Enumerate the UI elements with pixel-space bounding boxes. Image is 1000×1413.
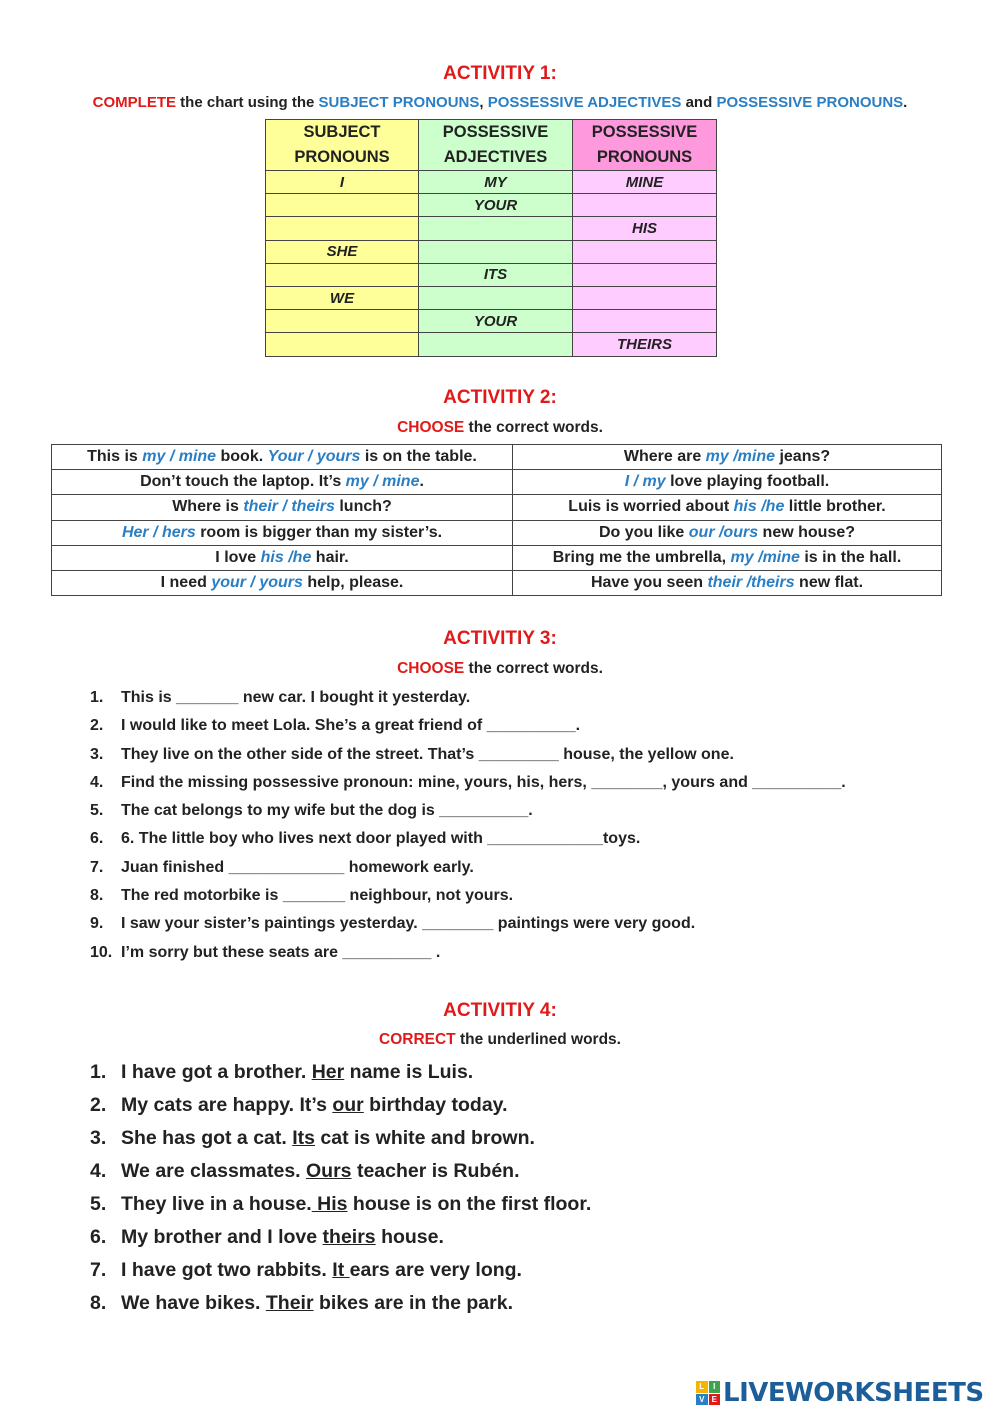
activity2-instructions [0,419,1000,437]
list-item [90,825,846,853]
item-number: 2. [90,717,104,735]
correct-words-list [90,1056,591,1320]
item-number: 7. [90,858,104,876]
cell-possessive-pronoun: HIS [573,217,717,240]
cell-subject-pronoun[interactable] [266,333,419,356]
sentence-cell [513,570,942,595]
instr-text: the underlined words. [455,1031,621,1048]
item-number: 3. [90,745,104,763]
instr-text: the correct words. [464,660,603,677]
list-item [90,882,846,910]
sentence-cell [513,445,942,470]
sentence-text: bikes are in the park. [313,1292,513,1314]
item-number: 4. [90,773,104,791]
cell-subject-pronoun: SHE [266,240,419,263]
item-sentence[interactable]: The cat belongs to my wife but the dog is __________. [121,802,533,820]
word-choice[interactable]: my / mine [142,448,217,466]
item-number: 1. [90,1061,107,1083]
item-sentence[interactable]: I would like to meet Lola. She’s a great friend of __________. [121,717,581,735]
list-item [90,1056,591,1089]
instr-text: the chart using the [176,94,319,111]
chart-row [266,263,717,286]
table-row [52,545,942,570]
item-number: 6. [90,830,104,848]
cell-subject-pronoun[interactable] [266,217,419,240]
cell-possessive-pronoun[interactable] [573,240,717,263]
sentence-text: Have you seen [590,574,708,592]
instr-text: , [479,94,488,111]
item-sentence[interactable]: 6. The little boy who lives next door played with _____________toys. [121,830,641,848]
word-choice[interactable]: our /ours [688,523,759,541]
item-sentence[interactable]: This is _______ new car. I bought it yesterday. [121,689,471,706]
cell-possessive-pronoun: MINE [573,171,717,194]
fill-in-list [90,684,846,967]
sentence-text: hair. [311,548,349,566]
cell-subject-pronoun[interactable] [266,310,419,333]
instr-text: the correct words. [464,419,603,436]
activity3-instructions [0,660,1000,678]
list-item [90,1287,591,1320]
sentence-text: My brother and I love [121,1226,323,1248]
sentence-text: teacher is Rubén. [351,1160,520,1182]
instr-verb: COMPLETE [92,94,177,111]
sentence-text: is in the hall. [799,548,902,566]
item-number: 4. [90,1160,107,1182]
sentence-cell [52,495,513,520]
sentence-cell [513,545,942,570]
instr-keyword-adjectives: POSSESSIVE ADJECTIVES [487,94,682,111]
underlined-word[interactable]: Her [311,1061,345,1083]
sentence-text: Don’t touch the laptop. It’s [140,473,346,491]
word-choice[interactable]: I / my [624,473,666,491]
word-choice[interactable]: their /theirs [707,574,795,592]
chart-row [266,286,717,309]
sentence-text: help, please. [302,574,404,592]
list-item [90,910,846,938]
underlined-word[interactable]: Their [265,1292,314,1314]
item-number: 8. [90,1292,107,1314]
sentence-text: ears are very long. [349,1259,522,1281]
table-row [52,445,942,470]
list-item [90,1155,591,1188]
underlined-word[interactable]: theirs [322,1226,376,1248]
sentence-text: room is bigger than my sister’s. [195,523,443,541]
sentence-text: We have bikes. [121,1292,266,1314]
cell-possessive-pronoun[interactable] [573,194,717,217]
cell-possessive-adjective[interactable] [419,286,573,309]
chart-row [266,217,717,240]
item-sentence[interactable]: They live on the other side of the street. That’s _________ house, the yellow one. [121,745,734,763]
cell-possessive-adjective: YOUR [419,194,573,217]
sentence-text: . [419,473,424,491]
word-choice[interactable]: your / yours [211,574,303,592]
choose-words-table [51,444,942,596]
cell-possessive-pronoun[interactable] [573,310,717,333]
sentence-text: We are classmates. [121,1160,307,1182]
sentence-cell [52,570,513,595]
list-item [90,1122,591,1155]
sentence-text: I need [160,574,212,592]
instr-verb: CHOOSE [397,660,465,677]
item-sentence[interactable]: I saw your sister’s paintings yesterday. ________ paintings were very good. [121,915,696,933]
item-number: 2. [90,1094,107,1116]
instr-verb: CHOOSE [397,419,465,436]
activity4-title: ACTIVITIY 4: [443,1000,557,1021]
activity3-title: ACTIVITIY 3: [443,628,557,649]
item-number: 5. [90,802,104,820]
sentence-text: little brother. [784,498,886,516]
sentence-text: house. [375,1226,444,1248]
cell-possessive-adjective[interactable] [419,333,573,356]
logo-mark-tile: V [696,1394,708,1406]
word-choice[interactable]: my /mine [730,548,800,566]
cell-subject-pronoun: WE [266,286,419,309]
sentence-text: She has got a cat. [121,1127,293,1149]
logo-text: LIVEWORKSHEETS [723,1378,984,1408]
instr-text: and [681,94,717,111]
sentence-text: My cats are happy. It’s [121,1094,333,1116]
cell-subject-pronoun: I [266,171,419,194]
word-choice[interactable]: Your / yours [267,448,361,466]
underlined-word[interactable]: Its [292,1127,315,1149]
word-choice[interactable]: Her / hers [121,523,196,541]
cell-possessive-pronoun: THEIRS [573,333,717,356]
underlined-word[interactable]: It [332,1259,350,1281]
instr-keyword-pronouns: POSSESSIVE PRONOUNS [716,94,904,111]
cell-possessive-adjective: YOUR [419,310,573,333]
word-choice[interactable]: their / theirs [243,498,335,516]
sentence-text: is on the table. [360,448,477,466]
logo-mark-tile: E [709,1394,721,1406]
chart-row [266,240,717,263]
item-number: 1. [90,689,104,706]
sentence-text: lunch? [334,498,392,516]
list-item [90,1089,591,1122]
sentence-text: This is [87,448,143,466]
item-number: 7. [90,1259,107,1281]
sentence-text: cat is white and brown. [314,1127,535,1149]
list-item [90,769,846,797]
sentence-text: name is Luis. [344,1061,474,1083]
item-number: 10. [90,943,113,961]
activity1-title: ACTIVITIY 1: [443,63,557,84]
list-item [90,684,846,712]
header-subject-pronouns: SUBJECT PRONOUNS [266,120,419,171]
sentence-text: birthday today. [363,1094,508,1116]
item-sentence[interactable]: Juan finished _____________ homework early. [121,858,474,876]
sentence-text: Do you like [598,523,689,541]
list-item [90,1221,591,1254]
cell-possessive-pronoun[interactable] [573,286,717,309]
chart-row [266,310,717,333]
cell-possessive-adjective: MY [419,171,573,194]
instr-verb: CORRECT [379,1031,456,1048]
list-item [90,797,846,825]
sentence-text: I have got two rabbits. [121,1259,333,1281]
chart-row [266,333,717,356]
header-possessive-pronouns: POSSESSIVE PRONOUNS [573,120,717,171]
word-choice[interactable]: my /mine [705,448,776,466]
sentence-cell [52,545,513,570]
item-number: 6. [90,1226,107,1248]
list-item [90,741,846,769]
sentence-cell [52,520,513,545]
sentence-text: They live in a house. [121,1193,312,1215]
sentence-text: jeans? [775,448,831,466]
instr-text: . [903,94,908,111]
logo-mark-tile: I [709,1381,721,1393]
cell-possessive-adjective: ITS [419,263,573,286]
sentence-cell [52,445,513,470]
item-sentence[interactable]: Find the missing possessive pronoun: mine, yours, his, hers, ________, yours and __________. [121,773,846,791]
table-row [52,470,942,495]
logo-mark-tile: L [696,1381,708,1393]
item-number: 8. [90,887,104,905]
chart-row [266,171,717,194]
sentence-cell [52,470,513,495]
cell-subject-pronoun[interactable] [266,263,419,286]
activity4-instructions [0,1031,1000,1049]
sentence-text: book. [216,448,268,466]
list-item [90,939,846,967]
sentence-text: love playing football. [665,473,830,491]
word-choice[interactable]: his /he [260,548,312,566]
underlined-word[interactable]: our [332,1094,364,1116]
table-row [52,570,942,595]
sentence-text: Luis is worried about [568,498,734,516]
header-possessive-adjectives: POSSESSIVE ADJECTIVES [419,120,573,171]
word-choice[interactable]: his /he [733,498,785,516]
underlined-word[interactable]: Ours [306,1160,352,1182]
sentence-text: house is on the first floor. [347,1193,592,1215]
list-item [90,1188,591,1221]
sentence-cell [513,520,942,545]
table-row [52,520,942,545]
sentence-cell [513,470,942,495]
sentence-cell [513,495,942,520]
sentence-text: I love [215,548,261,566]
cell-possessive-pronoun[interactable] [573,263,717,286]
item-number: 3. [90,1127,107,1149]
cell-subject-pronoun[interactable] [266,194,419,217]
liveworksheets-logo[interactable] [696,1377,984,1409]
item-sentence[interactable]: I’m sorry but these seats are __________ . [121,943,441,961]
cell-possessive-adjective[interactable] [419,217,573,240]
list-item [90,712,846,740]
activity1-instructions [0,94,1000,111]
item-number: 5. [90,1193,107,1215]
instr-keyword-subject: SUBJECT PRONOUNS [318,94,480,111]
logo-mark-icon [696,1381,720,1405]
sentence-text: Where are [623,448,706,466]
sentence-text: I have got a brother. [121,1061,312,1083]
sentence-text: new house? [758,523,856,541]
sentence-text: new flat. [794,574,864,592]
word-choice[interactable]: my / mine [345,473,420,491]
chart-row [266,194,717,217]
item-number: 9. [90,915,104,933]
item-sentence[interactable]: The red motorbike is _______ neighbour, not yours. [121,887,514,905]
sentence-text: Bring me the umbrella, [552,548,731,566]
underlined-word[interactable]: His [311,1193,348,1215]
table-row [52,495,942,520]
list-item [90,854,846,882]
sentence-text: Where is [172,498,244,516]
pronoun-chart [265,119,717,357]
list-item [90,1254,591,1287]
cell-possessive-adjective[interactable] [419,240,573,263]
activity2-title: ACTIVITIY 2: [443,387,557,408]
